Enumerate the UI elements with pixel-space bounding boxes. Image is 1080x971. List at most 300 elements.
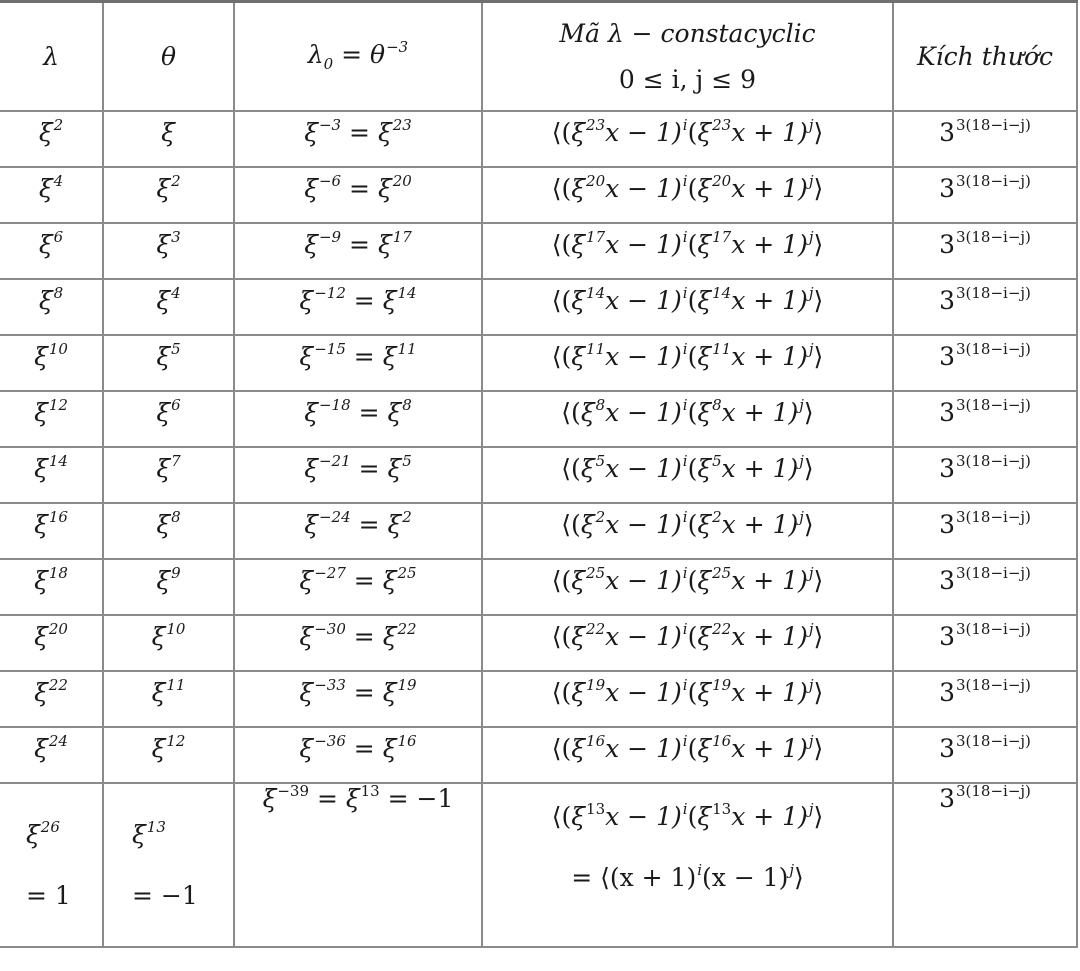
l0-neg: −21 (318, 452, 351, 470)
xi: ξ (299, 622, 314, 651)
cell-lambda0 (234, 671, 482, 727)
xi: ξ (697, 174, 712, 203)
cell-size (893, 783, 1077, 947)
cell-lambda (0, 167, 103, 223)
l0-pos: 20 (392, 172, 412, 190)
xi: ξ (697, 734, 712, 763)
l0-neg: −9 (318, 228, 342, 246)
lambda0-base: λ (307, 40, 324, 69)
gen-exp: 16 (586, 732, 606, 750)
gen-open2: ( (687, 230, 698, 259)
size-exp: 3(18−i−j) (955, 340, 1031, 358)
gen-j: j (808, 340, 814, 358)
gen-close: ⟩ (813, 734, 824, 763)
gen-mid2: x + 1) (731, 118, 808, 147)
table-row (0, 671, 1077, 727)
gen-exp: 14 (712, 284, 732, 302)
cell-size (893, 391, 1077, 447)
gen-mid2: x + 1) (731, 286, 808, 315)
cell-lambda0 (234, 727, 482, 783)
gen-open2: ( (687, 118, 698, 147)
xi: ξ (697, 398, 712, 427)
size-exp: 3(18−i−j) (955, 508, 1031, 526)
lambda-exp: 16 (48, 508, 68, 526)
header-size-label: Kích thước (916, 42, 1054, 71)
xi: ξ (571, 622, 586, 651)
gen-j: j (808, 732, 814, 750)
gen-open: ⟨( (551, 342, 572, 371)
gen-j: j (808, 228, 814, 246)
size-exp: 3(18−i−j) (955, 732, 1031, 750)
theta-exp: 8 (171, 508, 181, 526)
xi: ξ (571, 230, 586, 259)
gen-open2: ( (687, 398, 698, 427)
xi: ξ (377, 230, 392, 259)
gen-mid1: x − 1) (605, 118, 682, 147)
gen-open2: ( (687, 566, 698, 595)
gen-exp: 2 (595, 508, 606, 526)
l0-pos: 2 (402, 508, 412, 526)
three: 3 (939, 118, 955, 147)
l0-neg: −12 (314, 284, 346, 302)
xi: ξ (697, 286, 712, 315)
gen-mid2: x + 1) (721, 398, 799, 427)
xi: ξ (697, 118, 712, 147)
cell-theta (103, 559, 234, 615)
xi: ξ (34, 678, 48, 707)
xi: ξ (580, 398, 595, 427)
xi: ξ (571, 734, 586, 763)
xi: ξ (382, 622, 397, 651)
eq: = (350, 454, 388, 483)
lambda0-sub: 0 (323, 55, 334, 73)
size-exp: 3(18−i−j) (955, 172, 1031, 190)
xi: ξ (697, 622, 712, 651)
gen-i: i (682, 732, 688, 750)
xi: ξ (156, 454, 171, 483)
l0-pos: 22 (397, 620, 417, 638)
size-exp: 3(18−i−j) (955, 452, 1031, 470)
table-row (0, 447, 1077, 503)
cell-size (893, 167, 1077, 223)
theta-exp: 6 (171, 396, 181, 414)
cell-generator (482, 223, 893, 279)
xi: ξ (571, 174, 586, 203)
l0-pos: 8 (402, 396, 412, 414)
xi: ξ (304, 454, 318, 483)
gen-exp: 17 (586, 228, 606, 246)
cell-lambda (0, 783, 103, 947)
gen-close: ⟩ (813, 622, 824, 651)
gen-mid2: x + 1) (721, 454, 799, 483)
xi: ξ (377, 174, 392, 203)
gen-i: i (682, 116, 688, 134)
l0-pos: 14 (397, 284, 417, 302)
gen-close: ⟩ (813, 342, 824, 371)
gen-i: i (682, 396, 688, 414)
table-row (0, 503, 1077, 559)
gen-i: i (682, 676, 688, 694)
cell-theta (103, 615, 234, 671)
gen-open: ⟨( (551, 566, 572, 595)
xi: ξ (161, 118, 175, 147)
cell-lambda (0, 559, 103, 615)
gen-i: i (682, 452, 688, 470)
gen-close: ⟩ (803, 454, 814, 483)
cell-lambda0 (234, 559, 482, 615)
lambda-exp: 22 (48, 676, 68, 694)
gen-mid1: x − 1) (605, 678, 682, 707)
l0-pos: 23 (392, 116, 412, 134)
gen-mid1: x − 1) (605, 510, 682, 539)
theta-exp: 12 (166, 732, 186, 750)
l0-neg: −27 (314, 564, 346, 582)
gen-j: j (808, 172, 814, 190)
cell-theta (103, 335, 234, 391)
gen-open: ⟨( (551, 622, 572, 651)
l0-pos: 5 (402, 452, 412, 470)
xi: ξ (382, 734, 397, 763)
l0-neg: −3 (318, 116, 342, 134)
xi: ξ (387, 510, 402, 539)
cell-generator (482, 391, 893, 447)
lambda-exp: 2 (53, 116, 64, 134)
gen-exp: 19 (586, 676, 606, 694)
gen-open: ⟨( (551, 118, 572, 147)
theta-exp: 10 (166, 620, 186, 638)
xi: ξ (34, 566, 48, 595)
gen-mid2: x + 1) (731, 734, 808, 763)
header-code (482, 2, 893, 112)
gen-i: i (682, 284, 688, 302)
gen-close: ⟩ (813, 174, 824, 203)
gen-mid1: x − 1) (605, 342, 682, 371)
theta-exp: 2 (171, 172, 181, 190)
eq: = (341, 118, 378, 147)
table-row (0, 111, 1077, 167)
table-row (0, 391, 1077, 447)
theta-exp: 7 (171, 452, 181, 470)
xi: ξ (34, 622, 48, 651)
size-exp: 3(18−i−j) (955, 620, 1031, 638)
gen-exp: 22 (712, 620, 732, 638)
lambda-value: $\xi^{26}$ (26, 818, 60, 849)
cell-theta (103, 727, 234, 783)
gen-mid2: x + 1) (721, 510, 799, 539)
gen-open2: ( (687, 342, 698, 371)
cell-generator (482, 671, 893, 727)
generator-line2: = ⟨(x + $1)^i(x - 1)^j⟩$ (571, 861, 804, 892)
gen-exp: 8 (595, 396, 606, 414)
l0-neg: −6 (318, 172, 342, 190)
gen-exp: 2 (712, 508, 722, 526)
cell-size (893, 503, 1077, 559)
header-code-title: Mã λ − constacyclic (559, 18, 816, 48)
cell-size (893, 671, 1077, 727)
table-row (0, 335, 1077, 391)
gen-close: ⟩ (803, 510, 814, 539)
xi: ξ (34, 510, 48, 539)
cell-lambda (0, 111, 103, 167)
eq: = (341, 230, 378, 259)
generator-line1: $⟨(\xi^{13}x - 1)^i(\xi^{13}x$ + $1)^j⟩$ (551, 800, 824, 831)
header-lambda (0, 2, 103, 112)
three: 3 (939, 734, 955, 763)
gen-mid1: x − 1) (605, 566, 682, 595)
gen-exp: 20 (586, 172, 606, 190)
gen-close: ⟩ (813, 118, 824, 147)
xi: ξ (299, 566, 314, 595)
xi: ξ (299, 678, 314, 707)
theta-exp: 3 (171, 228, 181, 246)
gen-exp: 22 (586, 620, 606, 638)
gen-j: j (808, 676, 814, 694)
cell-generator (482, 503, 893, 559)
xi: ξ (697, 678, 712, 707)
size-exp: 3(18−i−j) (955, 564, 1031, 582)
xi: ξ (34, 454, 48, 483)
xi: ξ (299, 342, 314, 371)
cell-lambda0 (234, 783, 482, 947)
cell-lambda (0, 223, 103, 279)
gen-j: j (808, 620, 814, 638)
theta-exp: 9 (171, 564, 181, 582)
gen-mid1: x − 1) (605, 622, 682, 651)
gen-close: ⟩ (813, 286, 824, 315)
xi: ξ (571, 566, 586, 595)
cell-theta (103, 167, 234, 223)
gen-open2: ( (687, 622, 698, 651)
gen-open: ⟨( (561, 510, 581, 539)
lambda-exp: 6 (53, 228, 64, 246)
xi: ξ (304, 118, 318, 147)
xi: ξ (156, 174, 171, 203)
cell-lambda (0, 447, 103, 503)
header-code-range: 0 ≤ i, j ≤ 9 (618, 64, 757, 94)
xi: ξ (382, 342, 397, 371)
xi: ξ (382, 678, 397, 707)
xi: ξ (156, 230, 171, 259)
gen-exp: 25 (586, 564, 606, 582)
xi: ξ (34, 734, 48, 763)
xi: ξ (304, 174, 318, 203)
theta-exp: 5 (171, 340, 181, 358)
l0-neg: −36 (314, 732, 346, 750)
cell-lambda (0, 391, 103, 447)
cell-lambda0 (234, 503, 482, 559)
gen-i: i (682, 620, 688, 638)
xi: ξ (387, 398, 402, 427)
xi: ξ (697, 510, 712, 539)
lambda0-rhs: = θ (333, 40, 386, 69)
gen-open: ⟨( (551, 286, 572, 315)
xi: ξ (571, 342, 586, 371)
cell-lambda0 (234, 447, 482, 503)
cell-lambda0 (234, 279, 482, 335)
gen-mid1: x − 1) (605, 286, 682, 315)
xi: ξ (299, 734, 314, 763)
cell-lambda (0, 279, 103, 335)
gen-open2: ( (687, 678, 698, 707)
l0-neg: −33 (314, 676, 346, 694)
size-exp: 3(18−i−j) (955, 284, 1031, 302)
table-row (0, 559, 1077, 615)
cell-theta (103, 783, 234, 947)
gen-mid2: x + 1) (731, 678, 808, 707)
header-row (0, 2, 1077, 112)
cell-generator (482, 167, 893, 223)
table-row (0, 615, 1077, 671)
gen-mid1: x − 1) (605, 734, 682, 763)
gen-open2: ( (687, 174, 698, 203)
lambda-exp: 12 (48, 396, 68, 414)
gen-i: i (682, 172, 688, 190)
xi: ξ (387, 454, 402, 483)
lambda-exp: 8 (53, 284, 64, 302)
xi: ξ (571, 118, 586, 147)
gen-open: ⟨( (551, 174, 572, 203)
l0-pos: 11 (397, 340, 417, 358)
lambda-exp: 20 (48, 620, 68, 638)
gen-j: j (799, 396, 804, 414)
gen-exp: 11 (712, 340, 732, 358)
xi: ξ (382, 566, 397, 595)
three: 3 (939, 230, 955, 259)
cell-size (893, 559, 1077, 615)
cell-theta (103, 223, 234, 279)
gen-mid1: x − 1) (605, 398, 682, 427)
cell-size (893, 727, 1077, 783)
cell-lambda0 (234, 335, 482, 391)
lambda-exp: 14 (48, 452, 68, 470)
cell-lambda (0, 503, 103, 559)
xi: ξ (38, 174, 53, 203)
gen-exp: 14 (586, 284, 606, 302)
xi: ξ (156, 342, 171, 371)
eq: = (345, 734, 383, 763)
gen-exp: 5 (595, 452, 606, 470)
cell-size (893, 279, 1077, 335)
gen-exp: 23 (586, 116, 606, 134)
eq: = (341, 174, 378, 203)
gen-open: ⟨( (551, 734, 572, 763)
gen-i: i (682, 228, 688, 246)
lambda-exp: 18 (48, 564, 68, 582)
xi: ξ (697, 230, 712, 259)
gen-i: i (682, 564, 688, 582)
xi: ξ (580, 454, 595, 483)
eq: = (345, 286, 383, 315)
cell-lambda0 (234, 111, 482, 167)
gen-open: ⟨( (551, 678, 572, 707)
lambda-exp: 24 (48, 732, 68, 750)
gen-mid2: x + 1) (731, 174, 808, 203)
lambda-equals: = 1 (26, 881, 71, 910)
gen-open2: ( (687, 734, 698, 763)
xi: ξ (382, 286, 397, 315)
header-size (893, 2, 1077, 112)
gen-exp: 8 (712, 396, 722, 414)
cell-theta (103, 503, 234, 559)
cell-lambda0 (234, 167, 482, 223)
header-lambda-label: λ (43, 42, 59, 71)
cell-theta (103, 279, 234, 335)
eq: = (350, 398, 388, 427)
gen-mid2: x + 1) (731, 230, 808, 259)
theta-exp: 11 (166, 676, 186, 694)
xi: ξ (697, 566, 712, 595)
gen-close: ⟩ (813, 230, 824, 259)
xi: ξ (304, 398, 318, 427)
xi: ξ (156, 566, 171, 595)
gen-exp: 5 (712, 452, 722, 470)
cell-generator (482, 559, 893, 615)
xi: ξ (156, 510, 171, 539)
gen-close: ⟩ (813, 678, 824, 707)
xi: ξ (34, 342, 48, 371)
gen-j: j (799, 452, 804, 470)
cell-size (893, 615, 1077, 671)
table-row-final (0, 783, 1077, 947)
gen-exp: 25 (712, 564, 732, 582)
gen-exp: 19 (712, 676, 732, 694)
l0-pos: 16 (397, 732, 417, 750)
cell-generator (482, 279, 893, 335)
l0-neg: −24 (318, 508, 351, 526)
lambda0-value: $\xi^{-39} = \xi^{13} = -1$ (262, 782, 454, 813)
lambda-exp: 10 (48, 340, 68, 358)
gen-j: j (799, 508, 804, 526)
three: 3 (939, 174, 955, 203)
three: 3 (939, 510, 955, 539)
cell-theta (103, 447, 234, 503)
cell-theta (103, 111, 234, 167)
gen-exp: 17 (712, 228, 732, 246)
xi: ξ (156, 398, 171, 427)
l0-pos: 19 (397, 676, 417, 694)
l0-neg: −18 (318, 396, 351, 414)
three: 3 (939, 398, 955, 427)
size-exp: 3(18−i−j) (955, 228, 1031, 246)
gen-mid2: x + 1) (731, 566, 808, 595)
table-row (0, 223, 1077, 279)
gen-exp: 11 (586, 340, 606, 358)
xi: ξ (34, 398, 48, 427)
header-lambda0 (234, 2, 482, 112)
xi: ξ (38, 230, 53, 259)
xi: ξ (697, 454, 712, 483)
size-value: $3^{3(18-i-j)}$ (939, 782, 1031, 813)
table-row (0, 279, 1077, 335)
gen-i: i (682, 508, 688, 526)
table-row (0, 167, 1077, 223)
xi: ξ (571, 286, 586, 315)
header-theta-label: θ (160, 42, 177, 71)
xi: ξ (151, 734, 166, 763)
cell-generator (482, 335, 893, 391)
gen-mid1: x − 1) (605, 454, 682, 483)
gen-exp: 23 (712, 116, 732, 134)
l0-neg: −15 (314, 340, 346, 358)
cell-size (893, 335, 1077, 391)
cell-lambda0 (234, 223, 482, 279)
xi: ξ (38, 118, 53, 147)
gen-close: ⟩ (803, 398, 814, 427)
l0-pos: 17 (392, 228, 412, 246)
eq: = (345, 342, 383, 371)
size-exp: 3(18−i−j) (955, 396, 1031, 414)
gen-exp: 20 (712, 172, 732, 190)
